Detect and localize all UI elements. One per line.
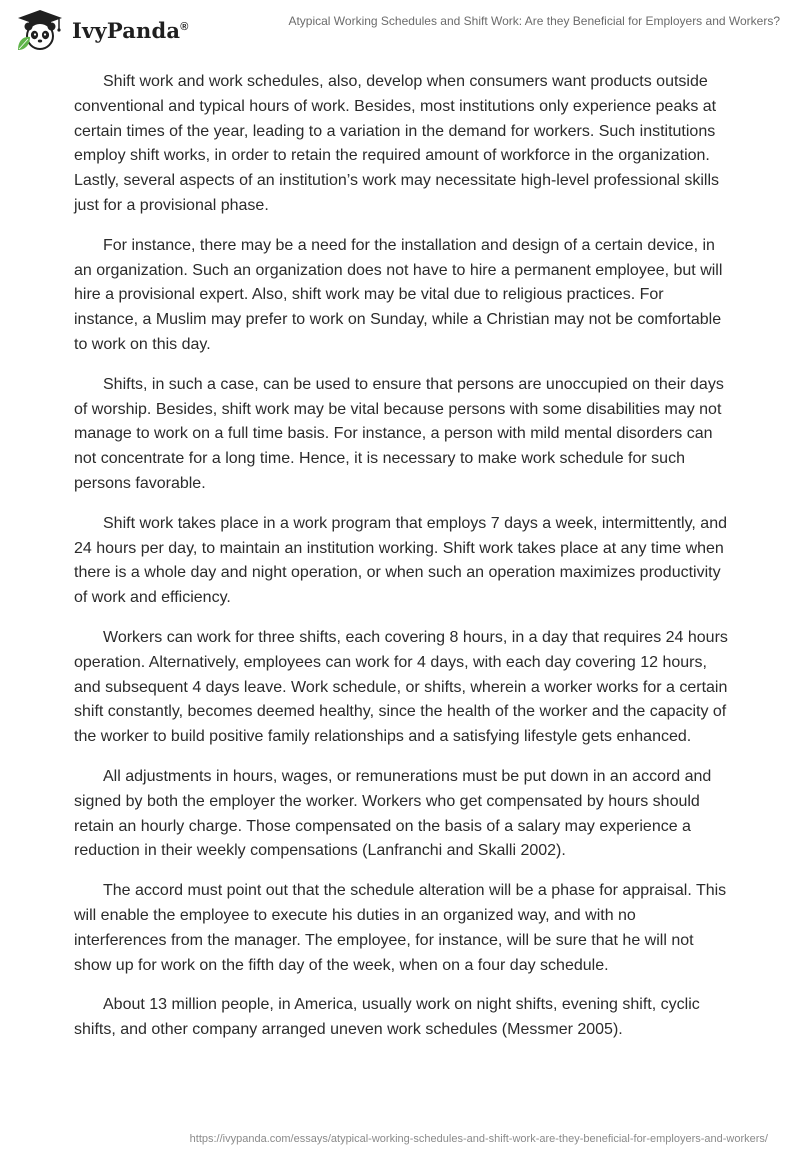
source-url[interactable]: https://ivypanda.com/essays/atypical-working-schedules-and-shift-work-are-they-beneficial-for-employers-and-workers/ [189,1133,768,1145]
document-title: Atypical Working Schedules and Shift Work: Are they Beneficial for Employers and Workers? [288,14,780,28]
panda-graduate-icon [14,8,66,52]
paragraph: Shift work and work schedules, also, develop when consumers want products outside conventional and typical hours of work. Besides, most institutions only experience peaks at certain times of the year, leading to a variation in the demand for workers. Such institutions employ shift works, in order to retain the required amount of workforce in the organization. Lastly, several aspects of an institution’s work may necessitate high-level professional skills just for a provisional phase. [74,73,720,214]
essay-body [74,70,728,1058]
paragraph: For instance, there may be a need for the installation and design of a certain device, in an organization. Such an organization does not have to hire a permanent employee, but will hire a provisional expert. Also, shift work may be vital due to religious practices. For instance, a Muslim may prefer to work on Sunday, while a Christian may not be comfortable to work on this day. [74,236,723,353]
paragraph: About 13 million people, in America, usually work on night shifts, evening shift, cyclic shifts, and other company arranged uneven work schedules (Messmer 2005). [74,996,700,1039]
paragraph: The accord must point out that the schedule alteration will be a phase for appraisal. This will enable the employee to execute his duties in an organized way, and with no interferences from the manager. The employee, for instance, will be sure that he will not show up for work on the fifth day of the week, when on a four day schedule. [74,882,727,974]
page-header [0,0,800,56]
paragraph: Shifts, in such a case, can be used to ensure that persons are unoccupied on their days of worship. Besides, shift work may be vital because persons with some disabilities may not manage to work on a full time basis. For instance, a person with mild mental disorders can not concentrate for a long time. Hence, it is necessary to make work schedule for such persons favorable. [74,375,724,492]
paragraph: All adjustments in hours, wages, or remunerations must be put down in an accord and signed by both the employer the worker. Workers who get compensated by hours should retain an hourly charge. Those compensated on the basis of a salary may experience a reduction in their weekly compensations (Lanfranchi and Skalli 2002). [74,767,712,860]
paragraph: Shift work takes place in a work program that employs 7 days a week, intermittently, and 24 hours per day, to maintain an institution working. Shift work takes place at any time when there is a whole day and night operation, or when such an operation maximizes productivity of work and efficiency. [74,514,727,607]
registered-mark: ® [180,20,189,33]
ivypanda-logo[interactable] [14,8,189,52]
paragraph: Workers can work for three shifts, each covering 8 hours, in a day that requires 24 hours operation. Alternatively, employees can work for 4 days, with each day covering 12 hours, and subsequent 4 days leave. Work schedule, or shifts, wherein a worker works for a certain shift constantly, becomes deemed healthy, since the health of the worker and the capacity of the worker to build positive family relationships and a satisfying lifestyle gets enhanced. [74,628,728,746]
brand-name: IvyPanda® [72,17,189,43]
